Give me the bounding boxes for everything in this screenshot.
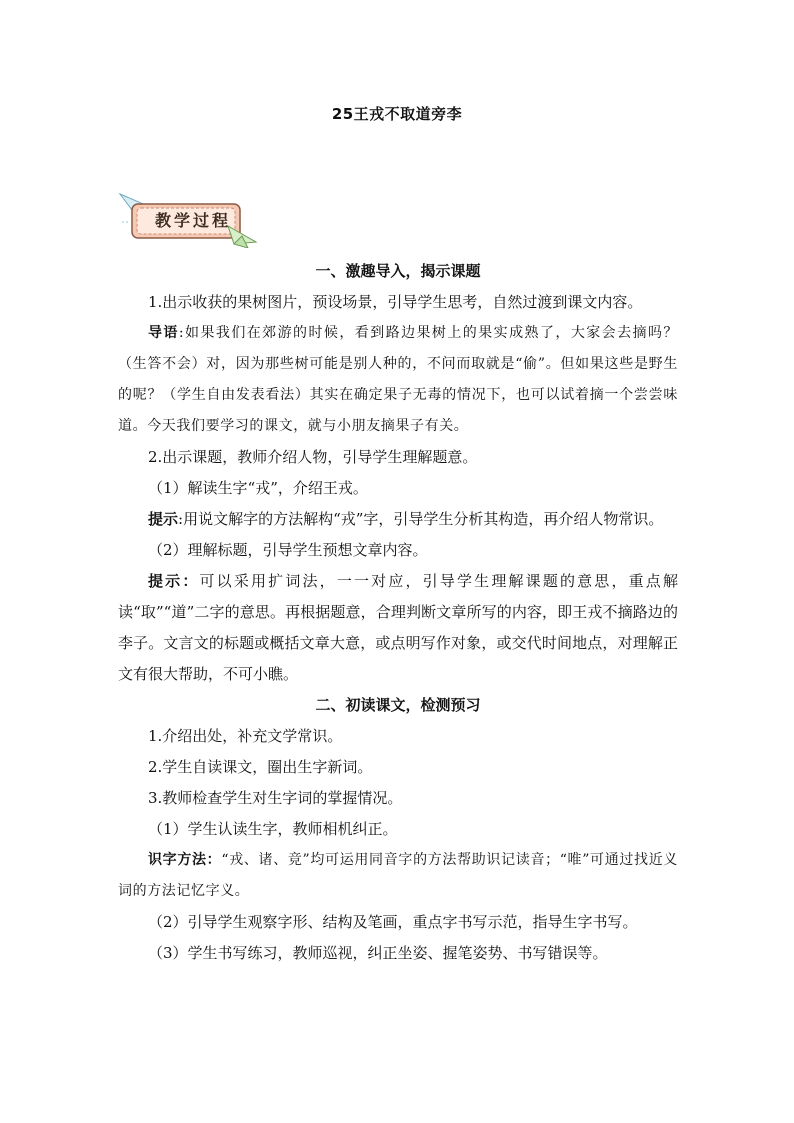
paragraph-text-hint-1: :用说文解字的方法解构“戎”字，引导学生分析其构造，再介绍人物常识。 (178, 510, 664, 528)
lesson-content (118, 256, 678, 969)
paragraph-literacy-method (118, 845, 678, 907)
paragraph-hint-1 (118, 504, 678, 535)
paragraph-1-6: （2）理解标题，引导学生预想文章内容。 (148, 541, 428, 559)
section-heading-2: 二、初读课文，检测预习 (315, 696, 481, 714)
page-title: 25王戎不取道旁李 (331, 105, 463, 123)
paragraph-2-6: （2）引导学生观察字形、结构及笔画，重点字书写示范，指导生字书写。 (148, 913, 638, 931)
paragraph-2-2: 2.学生自读课文，圈出生字新词。 (148, 758, 373, 776)
paragraph-text-intro: :如果我们在郊游的时候，看到路边果树上的果实成熟了，大家会去摘吗？（生答不会）对，因为那些树可能是别人种的，不问而取就是“偷”。但如果这些是野生的呢？（学生自由发表看法）其实在确定果子无毒的情况下，也可以试着摘一个尝尝味道。今天我们要学习的课文，就与小朋友摘果子有关。 (118, 325, 679, 434)
paragraph-2-1: 1.介绍出处，补充文学常识。 (148, 727, 343, 745)
paragraph-text-literacy: “戎、诸、竞”均可运用同音字的方法帮助识记读音；“唯”可通过找近义词的方法记忆字义。 (118, 852, 678, 899)
teaching-process-banner (118, 192, 258, 248)
paragraph-1-1: 1.出示收获的果树图片，预设场景，引导学生思考，自然过渡到课文内容。 (148, 293, 643, 311)
paragraph-2-7: （3）学生书写练习，教师巡视，纠正坐姿、握笔姿势、书写错误等。 (148, 944, 608, 962)
paragraph-1-4: （1）解读生字“戎”，介绍王戎。 (148, 479, 368, 497)
paragraph-2-3: 3.教师检查学生对生字词的掌握情况。 (148, 789, 403, 807)
paragraph-text-hint-2: 可以采用扩词法，一一对应，引导学生理解课题的意思，重点解读“取”“道”二字的意思。再根据题意，合理判断文章所写的内容，即王戎不摘路边的李子。文言文的标题或概括文章大意，或点明写作对象，或交代时间地点，对理解正文有很大帮助，不可小瞧。 (118, 572, 678, 683)
paragraph-label-literacy: 识字方法： (148, 852, 222, 868)
paragraph-hint-2 (118, 566, 678, 690)
paragraph-label-intro: 导语 (148, 325, 179, 341)
paragraph-intro-speech (118, 318, 678, 442)
paragraph-1-3: 2.出示课题，教师介绍人物，引导学生理解题意。 (148, 448, 478, 466)
paragraph-label-hint-1: 提示 (148, 510, 179, 528)
banner-label: 教学过程 (154, 211, 231, 230)
section-heading-1: 一、激趣导入，揭示课题 (315, 262, 481, 280)
paragraph-2-4: （1）学生认读生字，教师相机纠正。 (148, 820, 398, 838)
paragraph-label-hint-2: 提示： (148, 572, 200, 590)
